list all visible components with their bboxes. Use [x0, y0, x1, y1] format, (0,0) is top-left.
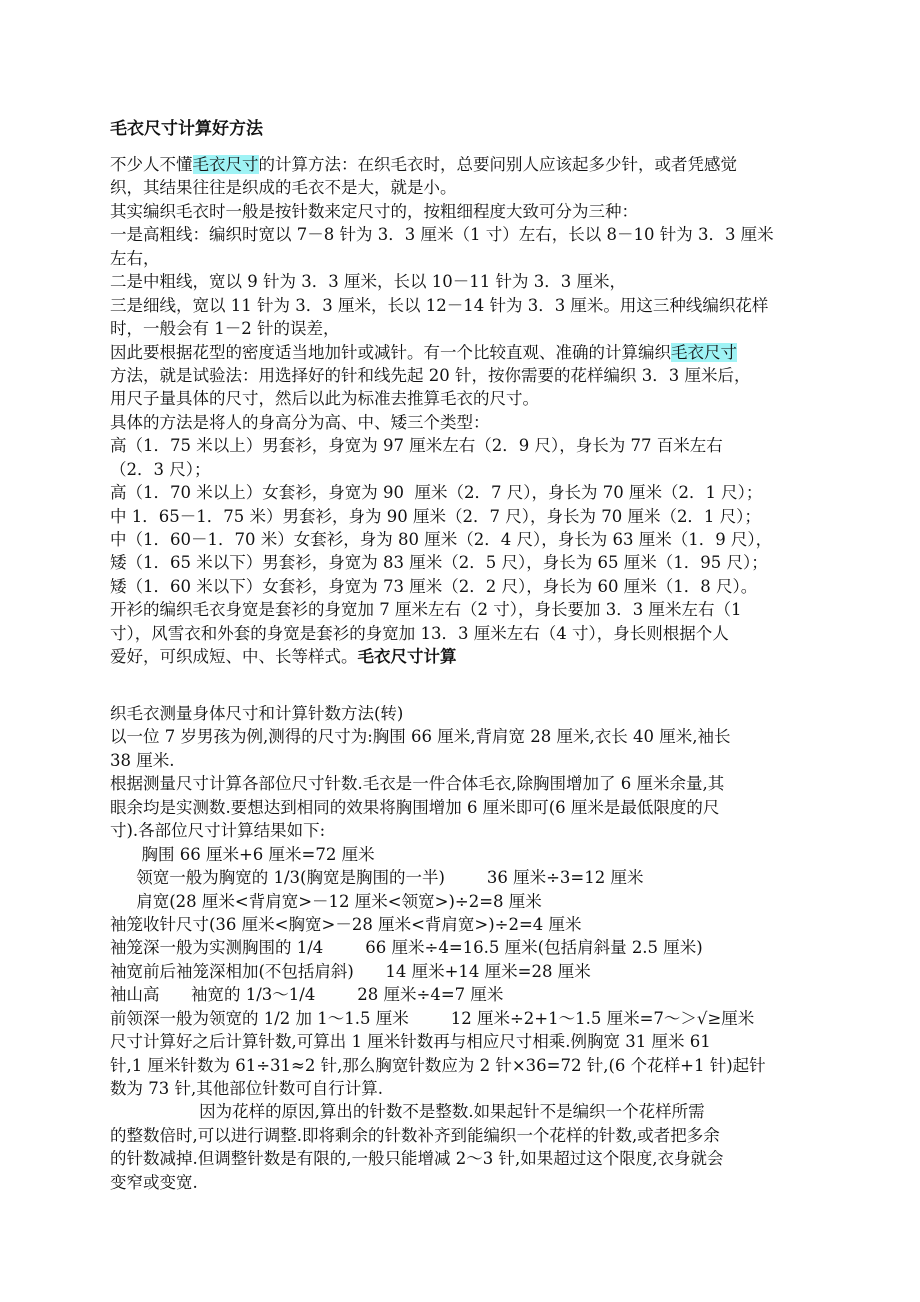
text-line: [110, 505, 830, 528]
text-line: [110, 622, 830, 645]
text-line: [110, 890, 830, 913]
text-line: [110, 1171, 830, 1194]
text-line: [110, 819, 830, 842]
text-segment: 中（1．60－1．70 米）女套衫，身为 80 厘米（2．4 尺），身长为 63 厘米（1．9 尺），: [110, 530, 773, 549]
text-segment: 38 厘米.: [110, 750, 175, 770]
text-line: [110, 749, 830, 772]
text-segment: 因为花样的原因,算出的针数不是整数.如果起针不是编织一个花样所需: [110, 1102, 705, 1122]
text-segment: 具体的方法是将人的身高分为高、中、矮三个类型：: [110, 412, 490, 432]
bold-keyword: 毛衣尺寸计算: [357, 647, 457, 667]
text-line: [110, 1100, 830, 1123]
text-line: [110, 270, 830, 293]
text-line: [110, 598, 830, 621]
text-segment: 领宽一般为胸宽的 1/3(胸宽是胸围的一半) 36 厘米÷3=12 厘米: [110, 868, 644, 888]
text-line: [110, 153, 830, 176]
text-segment: 时，一般会有 1－2 针的误差，: [110, 319, 340, 339]
text-segment: 高（1．70 米以上）女套衫，身宽为 90 厘米（2．7 尺），身长为 70 厘米（2．1 尺）；: [110, 483, 763, 503]
text-segment: 变窄或变宽.: [110, 1172, 198, 1192]
text-segment: 袖笼深一般为实测胸围的 1/4 66 厘米÷4=16.5 厘米(包括肩斜量 2.5 厘米): [110, 938, 703, 958]
section-size-method: [110, 153, 830, 669]
text-line: [110, 411, 830, 434]
text-segment: 矮（1．60 米以下）女套衫，身宽为 73 厘米（2．2 尺），身长为 60 厘米（1．8 尺）。: [110, 576, 758, 596]
text-segment: 前领深一般为领宽的 1/2 加 1～1.5 厘米 12 厘米÷2+1～1.5 厘米=7～＞√≥厘米: [110, 1008, 755, 1028]
text-line: [110, 176, 830, 199]
text-line: [110, 1030, 830, 1053]
text-line: [110, 481, 830, 504]
text-segment: 矮（1．65 米以下）男套衫，身宽为 83 厘米（2．5 尺），身长为 65 厘米（1．95 尺）；: [110, 553, 768, 573]
document-title: 毛衣尺寸计算好方法: [110, 119, 263, 139]
text-segment: 中 1．65－1．75 米）男套衫，身为 90 厘米（2．7 尺），身长为 70 厘米（2．1 尺）；: [110, 506, 761, 526]
text-line: [110, 200, 830, 223]
text-segment: 三是细线，宽以 11 针为 3．3 厘米，长以 12－14 针为 3．3 厘米。用这三种线编织花样: [110, 295, 769, 315]
text-segment: 的整数倍时,可以进行调整.即将剩余的针数补齐到能编织一个花样的针数,或者把多余: [110, 1125, 720, 1145]
text-segment: 数为 73 针,其他部位针数可自行计算.: [110, 1079, 383, 1098]
text-segment: 一是高粗线：编织时宽以 7－8 针为 3．3 厘米（1 寸）左右，长以 8－10 针为 3．3 厘米: [110, 225, 774, 245]
text-segment: 眼余均是实测数.要想达到相同的效果将胸围增加 6 厘米即可(6 厘米是最低限度的尺: [110, 797, 720, 817]
text-line: [110, 341, 830, 364]
text-line: [110, 1054, 830, 1077]
text-segment: 爱好，可织成短、中、长等样式。: [110, 647, 358, 667]
text-line: [110, 1007, 830, 1030]
text-segment: 寸），风雪衣和外套的身宽是套衫的身宽加 13．3 厘米左右（4 寸），身长则根据个人: [110, 623, 729, 643]
text-segment: 开衫的编织毛衣身宽是套衫的身宽加 7 厘米左右（2 寸），身长要加 3．3 厘米左右（1: [110, 600, 742, 620]
text-line: [110, 913, 830, 936]
text-line: [110, 645, 830, 668]
text-line: [110, 1077, 830, 1100]
text-segment: 针,1 厘米针数为 61÷31≈2 针,那么胸宽针数应为 2 针×36=72 针,(6 个花样+1 针)起针: [110, 1055, 766, 1075]
text-line: [110, 575, 830, 598]
text-segment: 的针数减掉.但调整针数是有限的,一般只能增减 2～3 针,如果超过这个限度,衣身就会: [110, 1149, 724, 1169]
text-segment: 根据测量尺寸计算各部位尺寸针数.毛衣是一件合体毛衣,除胸围增加了 6 厘米余量,其: [110, 774, 725, 794]
text-segment: 胸围 66 厘米+6 厘米=72 厘米: [110, 844, 375, 864]
text-line: [110, 960, 830, 983]
text-segment: 的计算方法：在织毛衣时，总要问别人应该起多少针，或者凭感觉: [258, 155, 737, 174]
text-line: [110, 702, 830, 725]
text-segment: 尺寸计算好之后计算针数,可算出 1 厘米针数再与相应尺寸相乘.例胸宽 31 厘米 61: [110, 1032, 711, 1052]
text-line: [110, 1124, 830, 1147]
text-line: [110, 528, 830, 551]
text-segment: 织，其结果往往是织成的毛衣不是大，就是小。: [110, 178, 457, 198]
text-segment: 寸).各部位尺寸计算结果如下:: [110, 821, 326, 841]
text-line: [110, 983, 830, 1006]
text-segment: 不少人不懂: [110, 155, 193, 174]
text-segment: 因此要根据花型的密度适当地加针或减针。有一个比较直观、准确的计算编织: [110, 342, 671, 362]
text-line: [110, 936, 830, 959]
text-segment: 袖宽前后袖笼深相加(不包括肩斜) 14 厘米+14 厘米=28 厘米: [110, 961, 591, 981]
text-line: [110, 458, 830, 481]
highlighted-keyword: 毛衣尺寸: [192, 155, 259, 174]
text-line: [110, 364, 830, 387]
text-line: [110, 387, 830, 410]
text-segment: 袖笼收针尺寸(36 厘米<胸宽>－28 厘米<背肩宽>)÷2=4 厘米: [110, 914, 582, 934]
text-line: [110, 772, 830, 795]
text-segment: （2．3 尺）；: [110, 459, 211, 479]
text-line: [110, 1147, 830, 1170]
text-segment: 袖山高 袖宽的 1/3～1/4 28 厘米÷4=7 厘米: [110, 985, 504, 1005]
text-segment: 方法，就是试验法：用选择好的针和线先起 20 针，按你需要的花样编织 3．3 厘米后，: [110, 365, 751, 385]
text-line: [110, 247, 830, 270]
text-segment: 其实编织毛衣时一般是按针数来定尺寸的，按粗细程度大致可分为三种：: [110, 201, 638, 221]
text-segment: 织毛衣测量身体尺寸和计算针数方法(转): [110, 704, 404, 723]
text-line: [110, 843, 830, 866]
highlighted-keyword: 毛衣尺寸: [671, 342, 737, 362]
text-line: [110, 317, 830, 340]
text-line: [110, 866, 830, 889]
text-line: [110, 223, 830, 246]
section-stitch-calculation: [110, 702, 830, 1194]
text-segment: 以一位 7 岁男孩为例,测得的尺寸为:胸围 66 厘米,背肩宽 28 厘米,衣长 40 厘米,袖长: [110, 727, 731, 747]
text-line: [110, 551, 830, 574]
text-segment: 左右，: [110, 248, 160, 268]
text-line: [110, 294, 830, 317]
text-segment: 肩宽(28 厘米<背肩宽>－12 厘米<领宽>)÷2=8 厘米: [110, 891, 542, 911]
text-line: [110, 796, 830, 819]
text-segment: 二是中粗线，宽以 9 针为 3．3 厘米，长以 10－11 针为 3．3 厘米，: [110, 272, 626, 292]
text-segment: 高（1．75 米以上）男套衫，身宽为 97 厘米左右（2．9 尺），身长为 77 百米左右: [110, 436, 723, 456]
text-line: [110, 434, 830, 457]
text-line: [110, 725, 830, 748]
text-segment: 用尺子量具体的尺寸，然后以此为标准去推算毛衣的尺寸。: [110, 389, 539, 409]
